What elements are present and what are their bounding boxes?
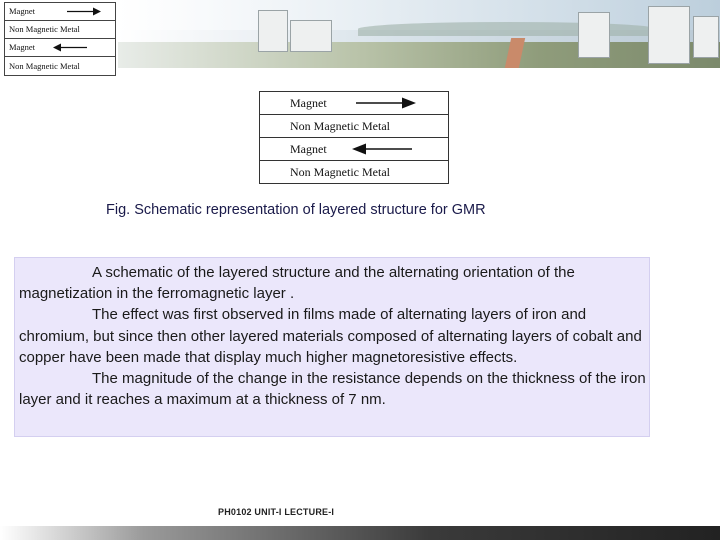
main-layer-diagram: [259, 91, 449, 184]
banner-building: [693, 16, 719, 58]
main-layer-row: [260, 92, 448, 115]
banner-building: [290, 20, 332, 52]
banner-building: [648, 6, 690, 64]
left-arrow-icon: [53, 43, 87, 52]
small-layer-label: Magnet: [9, 6, 35, 16]
right-arrow-icon: [356, 97, 416, 109]
main-layer-row: [260, 161, 448, 182]
paragraph: The magnitude of the change in the resistance depends on the thickness of the iron layer and it reaches a maximum at a thickness of 7 nm.: [19, 370, 646, 409]
right-arrow-icon: [67, 7, 101, 16]
bottom-decorative-bar: [0, 526, 720, 540]
main-layer-row: [260, 138, 448, 161]
main-layer-label: Non Magnetic Metal: [290, 119, 390, 133]
main-layer-row: [260, 115, 448, 138]
paragraph: The effect was first observed in films made of alternating layers of iron and chromium, but since then other layered materials composed of alternating layers of cobalt and copper have been made that display much higher magnetoresistive effects.: [19, 306, 642, 366]
small-layer-row: [5, 57, 115, 76]
banner-ground: [118, 42, 720, 68]
banner-building: [258, 10, 288, 52]
small-layer-row: [5, 3, 115, 21]
small-layer-diagram: [4, 2, 116, 76]
small-layer-label: Non Magnetic Metal: [9, 61, 80, 71]
small-layer-row: [5, 21, 115, 39]
main-layer-label: Magnet: [290, 96, 327, 110]
small-layer-label: Magnet: [9, 42, 35, 52]
banner-building: [578, 12, 610, 58]
slide-footer: PH0102 UNIT-I LECTURE-I: [218, 507, 335, 517]
left-arrow-icon: [352, 143, 412, 155]
figure-caption: Fig. Schematic representation of layered structure for GMR: [106, 202, 486, 218]
small-layer-label: Non Magnetic Metal: [9, 24, 80, 34]
paragraph: A schematic of the layered structure and the alternating orientation of the magnetization in the ferromagnetic layer .: [19, 264, 575, 303]
main-layer-label: Magnet: [290, 142, 327, 156]
description-text-box: [14, 257, 650, 437]
banner-hills: [358, 22, 658, 36]
main-layer-label: Non Magnetic Metal: [290, 165, 390, 179]
header-banner-image: [118, 0, 720, 68]
small-layer-row: [5, 39, 115, 57]
